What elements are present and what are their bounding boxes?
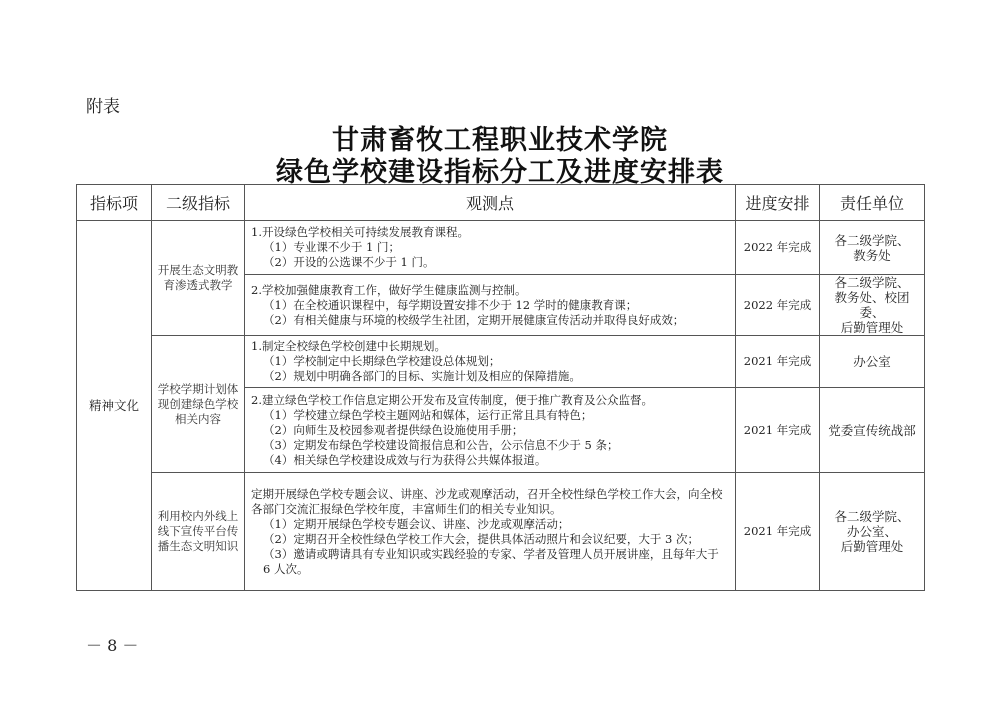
responsible-unit-cell — [820, 221, 925, 275]
attachment-label: 附表 — [86, 97, 120, 117]
primary-indicator-cell: 精神文化 — [77, 221, 152, 591]
observation-line: （1）专业课不少于 1 门； — [263, 240, 400, 254]
observation-line: 1.开设绿色学校相关可持续发展教育课程。 — [251, 225, 469, 239]
observation-cell — [245, 336, 736, 388]
table-row — [77, 336, 925, 388]
unit-line: 办公室 — [853, 354, 891, 369]
header-secondary-indicator: 二级指标 — [152, 185, 245, 221]
schedule-cell: 2022 年完成 — [736, 221, 820, 275]
unit-line: 党委宣传统战部 — [828, 422, 916, 438]
schedule-cell: 2021 年完成 — [736, 473, 820, 591]
observation-line: （1）在全校通识课程中，每学期设置安排不少于 12 学时的健康教育课； — [263, 297, 638, 312]
header-observation-point: 观测点 — [245, 185, 736, 221]
document-title-line1: 甘肃畜牧工程职业技术学院 — [332, 125, 668, 156]
observation-cell — [245, 275, 736, 336]
unit-line: 各二级学院、 — [834, 275, 910, 290]
unit-line: 各二级学院、 — [834, 232, 910, 248]
table-row — [77, 221, 925, 275]
document-title-line2: 绿色学校建设指标分工及进度安排表 — [276, 157, 724, 188]
observation-line: （1）定期开展绿色学校专题会议、讲座、沙龙或观摩活动； — [263, 516, 570, 531]
observation-line: 2.建立绿色学校工作信息定期公开发布及宣传制度，便于推广教育及公众监督。 — [251, 392, 653, 407]
observation-line: （2）开设的公选课不少于 1 门。 — [263, 255, 435, 269]
responsible-unit-cell — [820, 336, 925, 388]
indicator-table — [76, 184, 925, 591]
unit-line: 教务处 — [853, 247, 891, 263]
observation-line: （4）相关绿色学校建设成效与行为获得公共媒体报道。 — [263, 452, 547, 467]
secondary-indicator-cell: 开展生态文明教育渗透式教学 — [152, 221, 245, 336]
table-row — [77, 473, 925, 591]
unit-line: 各二级学院、 — [834, 509, 910, 524]
observation-cell — [245, 221, 736, 275]
observation-line: （3）邀请或聘请具有专业知识或实践经验的专家、学者及管理人员开展讲座，且每年大于 6 人次。 — [263, 546, 719, 576]
responsible-unit-cell — [820, 473, 925, 591]
table-header-row — [77, 185, 925, 221]
observation-line: 1.制定全校绿色学校创建中长期规划。 — [251, 339, 446, 353]
observation-line: 定期开展绿色学校专题会议、讲座、沙龙或观摩活动，召开全校性绿色学校工作大会，向全校各部门交流汇报绿色学校年度，丰富师生们的相关专业知识。 — [251, 486, 723, 516]
observation-line: （2）规划中明确各部门的目标、实施计划及相应的保障措施。 — [263, 369, 581, 383]
observation-line: （2）定期召开全校性绿色学校工作大会，提供具体活动照片和会议纪要，大于 3 次； — [263, 531, 699, 546]
unit-line: 后勤管理处 — [840, 539, 904, 554]
header-schedule: 进度安排 — [736, 185, 820, 221]
secondary-indicator-cell: 利用校内外线上线下宣传平台传播生态文明知识 — [152, 473, 245, 591]
observation-cell — [245, 473, 736, 591]
unit-line: 办公室、 — [846, 524, 897, 539]
unit-line: 教务处、校团委、 — [834, 290, 910, 320]
observation-line: （2）向师生及校园参观者提供绿色设施使用手册； — [263, 422, 524, 437]
observation-line: 2.学校加强健康教育工作，做好学生健康监测与控制。 — [251, 282, 527, 297]
responsible-unit-cell — [820, 275, 925, 336]
unit-line: 后勤管理处 — [840, 320, 904, 335]
header-responsible-unit: 责任单位 — [820, 185, 925, 221]
observation-cell — [245, 388, 736, 473]
observation-line: （1）学校制定中长期绿色学校建设总体规划； — [263, 354, 501, 368]
page-number: － 8 － — [86, 636, 139, 655]
observation-line: （2）有相关健康与环境的校级学生社团，定期开展健康宣传活动并取得良好成效； — [263, 312, 685, 327]
secondary-indicator-cell: 学校学期计划体现创建绿色学校相关内容 — [152, 336, 245, 473]
header-primary-indicator: 指标项 — [77, 185, 152, 221]
schedule-cell: 2021 年完成 — [736, 388, 820, 473]
schedule-cell: 2022 年完成 — [736, 275, 820, 336]
schedule-cell: 2021 年完成 — [736, 336, 820, 388]
observation-line: （3）定期发布绿色学校建设简报信息和公告，公示信息不少于 5 条； — [263, 437, 619, 452]
observation-line: （1）学校建立绿色学校主题网站和媒体，运行正常且具有特色； — [263, 407, 593, 422]
responsible-unit-cell — [820, 388, 925, 473]
